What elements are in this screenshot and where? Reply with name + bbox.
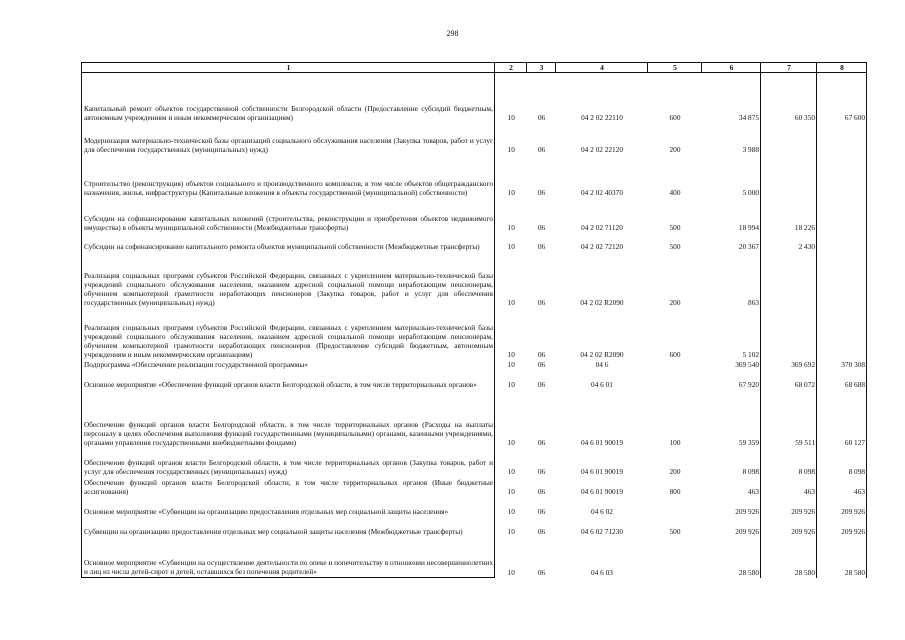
subsection-code: 06 xyxy=(537,379,546,389)
expense-type-code: 800 xyxy=(669,486,681,496)
table-row xyxy=(82,252,867,308)
table-row xyxy=(82,477,867,497)
section-code: 10 xyxy=(507,486,515,496)
amount-col-6: 20 367 xyxy=(702,233,761,252)
section-code: 10 xyxy=(507,359,515,369)
row-description: Основное мероприятие «Субвенции на организацию предоставления отдельных мер социальной защиты населения» xyxy=(82,497,495,517)
row-description: Основное мероприятие «Субвенции на осуществление деятельности по опеке и попечительству в отношении несовершеннолетних и лиц из числа детей-сирот и детей, оставшихся без попечения родителей» xyxy=(82,537,495,578)
table-row xyxy=(82,308,867,360)
amount-col-8 xyxy=(817,155,867,198)
target-article-code: 04 6 01 90019 xyxy=(581,486,623,496)
amount-col-7 xyxy=(761,252,817,308)
amount-col-8 xyxy=(817,198,867,233)
row-description: Субвенции на организацию предоставления отдельных мер социальной защиты населения (Межбюджетные трансферты) xyxy=(82,517,495,537)
row-description: Обеспечение функций органов власти Белгородской области, в том числе территориальных органов (Иные бюджетные ассигнования) xyxy=(82,477,495,497)
amount-col-8: 8 098 xyxy=(817,448,867,477)
section-code: 10 xyxy=(507,144,515,154)
subsection-code: 06 xyxy=(537,187,546,197)
amount-col-6: 3 988 xyxy=(702,123,761,155)
amount-col-7: 209 926 xyxy=(761,517,817,537)
row-description: Обеспечение функций органов власти Белгородской области, в том числе территориальных органов (Расходы на выплаты персоналу в целях обеспечения выполнения функций государственными (муниципальными) органами, казенными учреждениями, органами управления государственными внебюджетными фондами) xyxy=(82,390,495,448)
table-row xyxy=(82,73,867,123)
expense-type-code: 200 xyxy=(669,297,681,307)
section-code: 10 xyxy=(507,567,515,577)
target-article-code: 04 2 02 72120 xyxy=(581,241,623,251)
table-row xyxy=(82,370,867,390)
section-code: 10 xyxy=(507,187,515,197)
amount-col-8: 370 308 xyxy=(817,360,867,370)
table-row xyxy=(82,390,867,448)
expense-type-code: 600 xyxy=(669,349,681,359)
amount-col-6: 67 920 xyxy=(702,370,761,390)
subsection-code: 06 xyxy=(537,144,546,154)
table-row xyxy=(82,497,867,517)
table-row xyxy=(82,233,867,252)
amount-col-6: 369 540 xyxy=(702,360,761,370)
amount-col-6: 8 098 xyxy=(702,448,761,477)
amount-col-8 xyxy=(817,252,867,308)
header-col-3: 3 xyxy=(527,63,556,73)
amount-col-6: 209 926 xyxy=(702,517,761,537)
table-row xyxy=(82,448,867,477)
header-col-1: 1 xyxy=(82,63,495,73)
table-row xyxy=(82,123,867,155)
expense-type-code: 200 xyxy=(669,144,681,154)
row-description: Строительство (реконструкция) объектов социального и производственного комплексов, в том числе объектов общегражданского назначения, жилья, инфраструктуры (Капитальные вложения в объекты государственной (муниципальной) собственности) xyxy=(82,155,495,198)
subsection-code: 06 xyxy=(537,437,546,447)
amount-col-7 xyxy=(761,155,817,198)
header-col-2: 2 xyxy=(495,63,527,73)
section-code: 10 xyxy=(507,379,515,389)
target-article-code: 04 2 02 22110 xyxy=(581,112,623,122)
amount-col-7 xyxy=(761,123,817,155)
row-description: Подпрограмма «Обеспечение реализации государственной программы» xyxy=(82,360,495,370)
header-col-7: 7 xyxy=(761,63,817,73)
amount-col-7: 18 226 xyxy=(761,198,817,233)
subsection-code: 06 xyxy=(537,486,546,496)
section-code: 10 xyxy=(507,466,515,476)
subsection-code: 06 xyxy=(537,241,546,251)
row-description: Модернизация материально-технической базы организаций социального обслуживания населения (Закупка товаров, работ и услуг для обеспечения государственных (муниципальных) нужд) xyxy=(82,123,495,155)
amount-col-8: 67 600 xyxy=(817,73,867,123)
section-code: 10 xyxy=(507,506,515,516)
table-row xyxy=(82,360,867,370)
amount-col-6: 5 102 xyxy=(702,308,761,360)
amount-col-6: 209 926 xyxy=(702,497,761,517)
subsection-code: 06 xyxy=(537,222,546,232)
subsection-code: 06 xyxy=(537,506,546,516)
header-col-4: 4 xyxy=(556,63,648,73)
amount-col-8: 60 127 xyxy=(817,390,867,448)
expense-type-code: 400 xyxy=(669,187,681,197)
row-description: Обеспечение функций органов власти Белгородской области, в том числе территориальных органов (Закупка товаров, работ и услуг для обеспечения государственных (муниципальных) нужд) xyxy=(82,448,495,477)
subsection-code: 06 xyxy=(537,567,546,577)
section-code: 10 xyxy=(507,526,515,536)
target-article-code: 04 6 01 xyxy=(591,379,613,389)
amount-col-7: 68 072 xyxy=(761,370,817,390)
target-article-code: 04 2 02 71120 xyxy=(581,222,623,232)
row-description: Капитальный ремонт объектов государственной собственности Белгородской области (Предоставление субсидий бюджетным, автономным учреждениям и иным некоммерческим организациям) xyxy=(82,73,495,123)
row-description: Субсидии на софинансирование капитального ремонта объектов муниципальной собственности (Межбюджетные трансферты) xyxy=(82,233,495,252)
subsection-code: 06 xyxy=(537,349,546,359)
expense-type-code: 500 xyxy=(669,526,681,536)
expense-type-code: 600 xyxy=(669,112,681,122)
expense-type-code: 500 xyxy=(669,241,681,251)
amount-col-7: 209 926 xyxy=(761,497,817,517)
expense-type-code xyxy=(648,537,702,578)
target-article-code: 04 6 01 90019 xyxy=(581,466,623,476)
section-code: 10 xyxy=(507,241,515,251)
subsection-code: 06 xyxy=(537,359,546,369)
amount-col-8: 209 926 xyxy=(817,517,867,537)
amount-col-6: 5 000 xyxy=(702,155,761,198)
amount-col-8 xyxy=(817,123,867,155)
subsection-code: 06 xyxy=(537,466,546,476)
table-row xyxy=(82,517,867,537)
target-article-code: 04 6 xyxy=(595,359,609,369)
subsection-code: 06 xyxy=(537,297,546,307)
amount-col-7: 8 098 xyxy=(761,448,817,477)
amount-col-7: 59 511 xyxy=(761,390,817,448)
amount-col-7: 28 580 xyxy=(761,537,817,578)
section-code: 10 xyxy=(507,297,515,307)
amount-col-8: 28 580 xyxy=(817,537,867,578)
amount-col-8 xyxy=(817,233,867,252)
row-description: Реализация социальных программ субъектов Российской Федерации, связанных с укреплением материально-технической базы учреждений социального обслуживания населения, оказанием адресной социальной помощи неработающим пенсионерам, обучением компьютерной грамотности неработающих пенсионеров (Предоставление субсидий бюджетным, автономным учреждениям и иным некоммерческим организациям) xyxy=(82,308,495,360)
amount-col-6: 18 994 xyxy=(702,198,761,233)
section-code: 10 xyxy=(507,112,515,122)
target-article-code: 04 6 02 xyxy=(591,506,613,516)
amount-col-8 xyxy=(817,308,867,360)
table-row xyxy=(82,155,867,198)
amount-col-8: 209 926 xyxy=(817,497,867,517)
expense-type-code xyxy=(648,497,702,517)
amount-col-6: 28 580 xyxy=(702,537,761,578)
target-article-code: 04 6 02 71230 xyxy=(581,526,623,536)
target-article-code: 04 6 03 xyxy=(591,567,613,577)
amount-col-7: 2 430 xyxy=(761,233,817,252)
target-article-code: 04 2 02 22120 xyxy=(581,144,623,154)
page-number: 298 xyxy=(446,29,459,38)
section-code: 10 xyxy=(507,222,515,232)
subsection-code: 06 xyxy=(537,112,546,122)
amount-col-8: 463 xyxy=(817,477,867,497)
expense-type-code: 500 xyxy=(669,222,681,232)
amount-col-6: 863 xyxy=(702,252,761,308)
section-code: 10 xyxy=(507,349,515,359)
header-col-8: 8 xyxy=(817,63,867,73)
expense-type-code xyxy=(648,360,702,370)
amount-col-6: 34 875 xyxy=(702,73,761,123)
amount-col-8: 68 688 xyxy=(817,370,867,390)
header-col-6: 6 xyxy=(702,63,761,73)
amount-col-7: 369 692 xyxy=(761,360,817,370)
row-description: Реализация социальных программ субъектов Российской Федерации, связанных с укреплением материально-технической базы учреждений социального обслуживания населения, оказанием адресной социальной помощи неработающим пенсионерам, обучением компьютерной грамотности неработающих пенсионеров (Закупка товаров, работ и услуг для обеспечения государственных (муниципальных) нужд) xyxy=(82,252,495,308)
amount-col-6: 59 359 xyxy=(702,390,761,448)
expense-type-code: 100 xyxy=(669,437,681,447)
section-code: 10 xyxy=(507,437,515,447)
subsection-code: 06 xyxy=(537,526,546,536)
amount-col-7: 60 350 xyxy=(761,73,817,123)
header-col-5: 5 xyxy=(648,63,702,73)
amount-col-6: 463 xyxy=(702,477,761,497)
table-row xyxy=(82,537,867,578)
target-article-code: 04 6 01 90019 xyxy=(581,437,623,447)
amount-col-7 xyxy=(761,308,817,360)
table-row xyxy=(82,198,867,233)
target-article-code: 04 2 02 40370 xyxy=(581,187,623,197)
amount-col-7: 463 xyxy=(761,477,817,497)
expense-type-code xyxy=(648,370,702,390)
row-description: Основное мероприятие «Обеспечение функций органов власти Белгородской области, в том числе территориальных органов» xyxy=(82,370,495,390)
budget-table xyxy=(81,62,867,578)
table-body xyxy=(82,73,867,578)
header-row xyxy=(82,63,867,73)
row-description: Субсидии на софинансирование капитальных вложений (строительства, реконструкции и приобретения объектов недвижимого имущества) в объекты муниципальной собственности (Межбюджетные трансферты) xyxy=(82,198,495,233)
target-article-code: 04 2 02 R2090 xyxy=(580,349,624,359)
target-article-code: 04 2 02 R2090 xyxy=(580,297,624,307)
expense-type-code: 200 xyxy=(669,466,681,476)
